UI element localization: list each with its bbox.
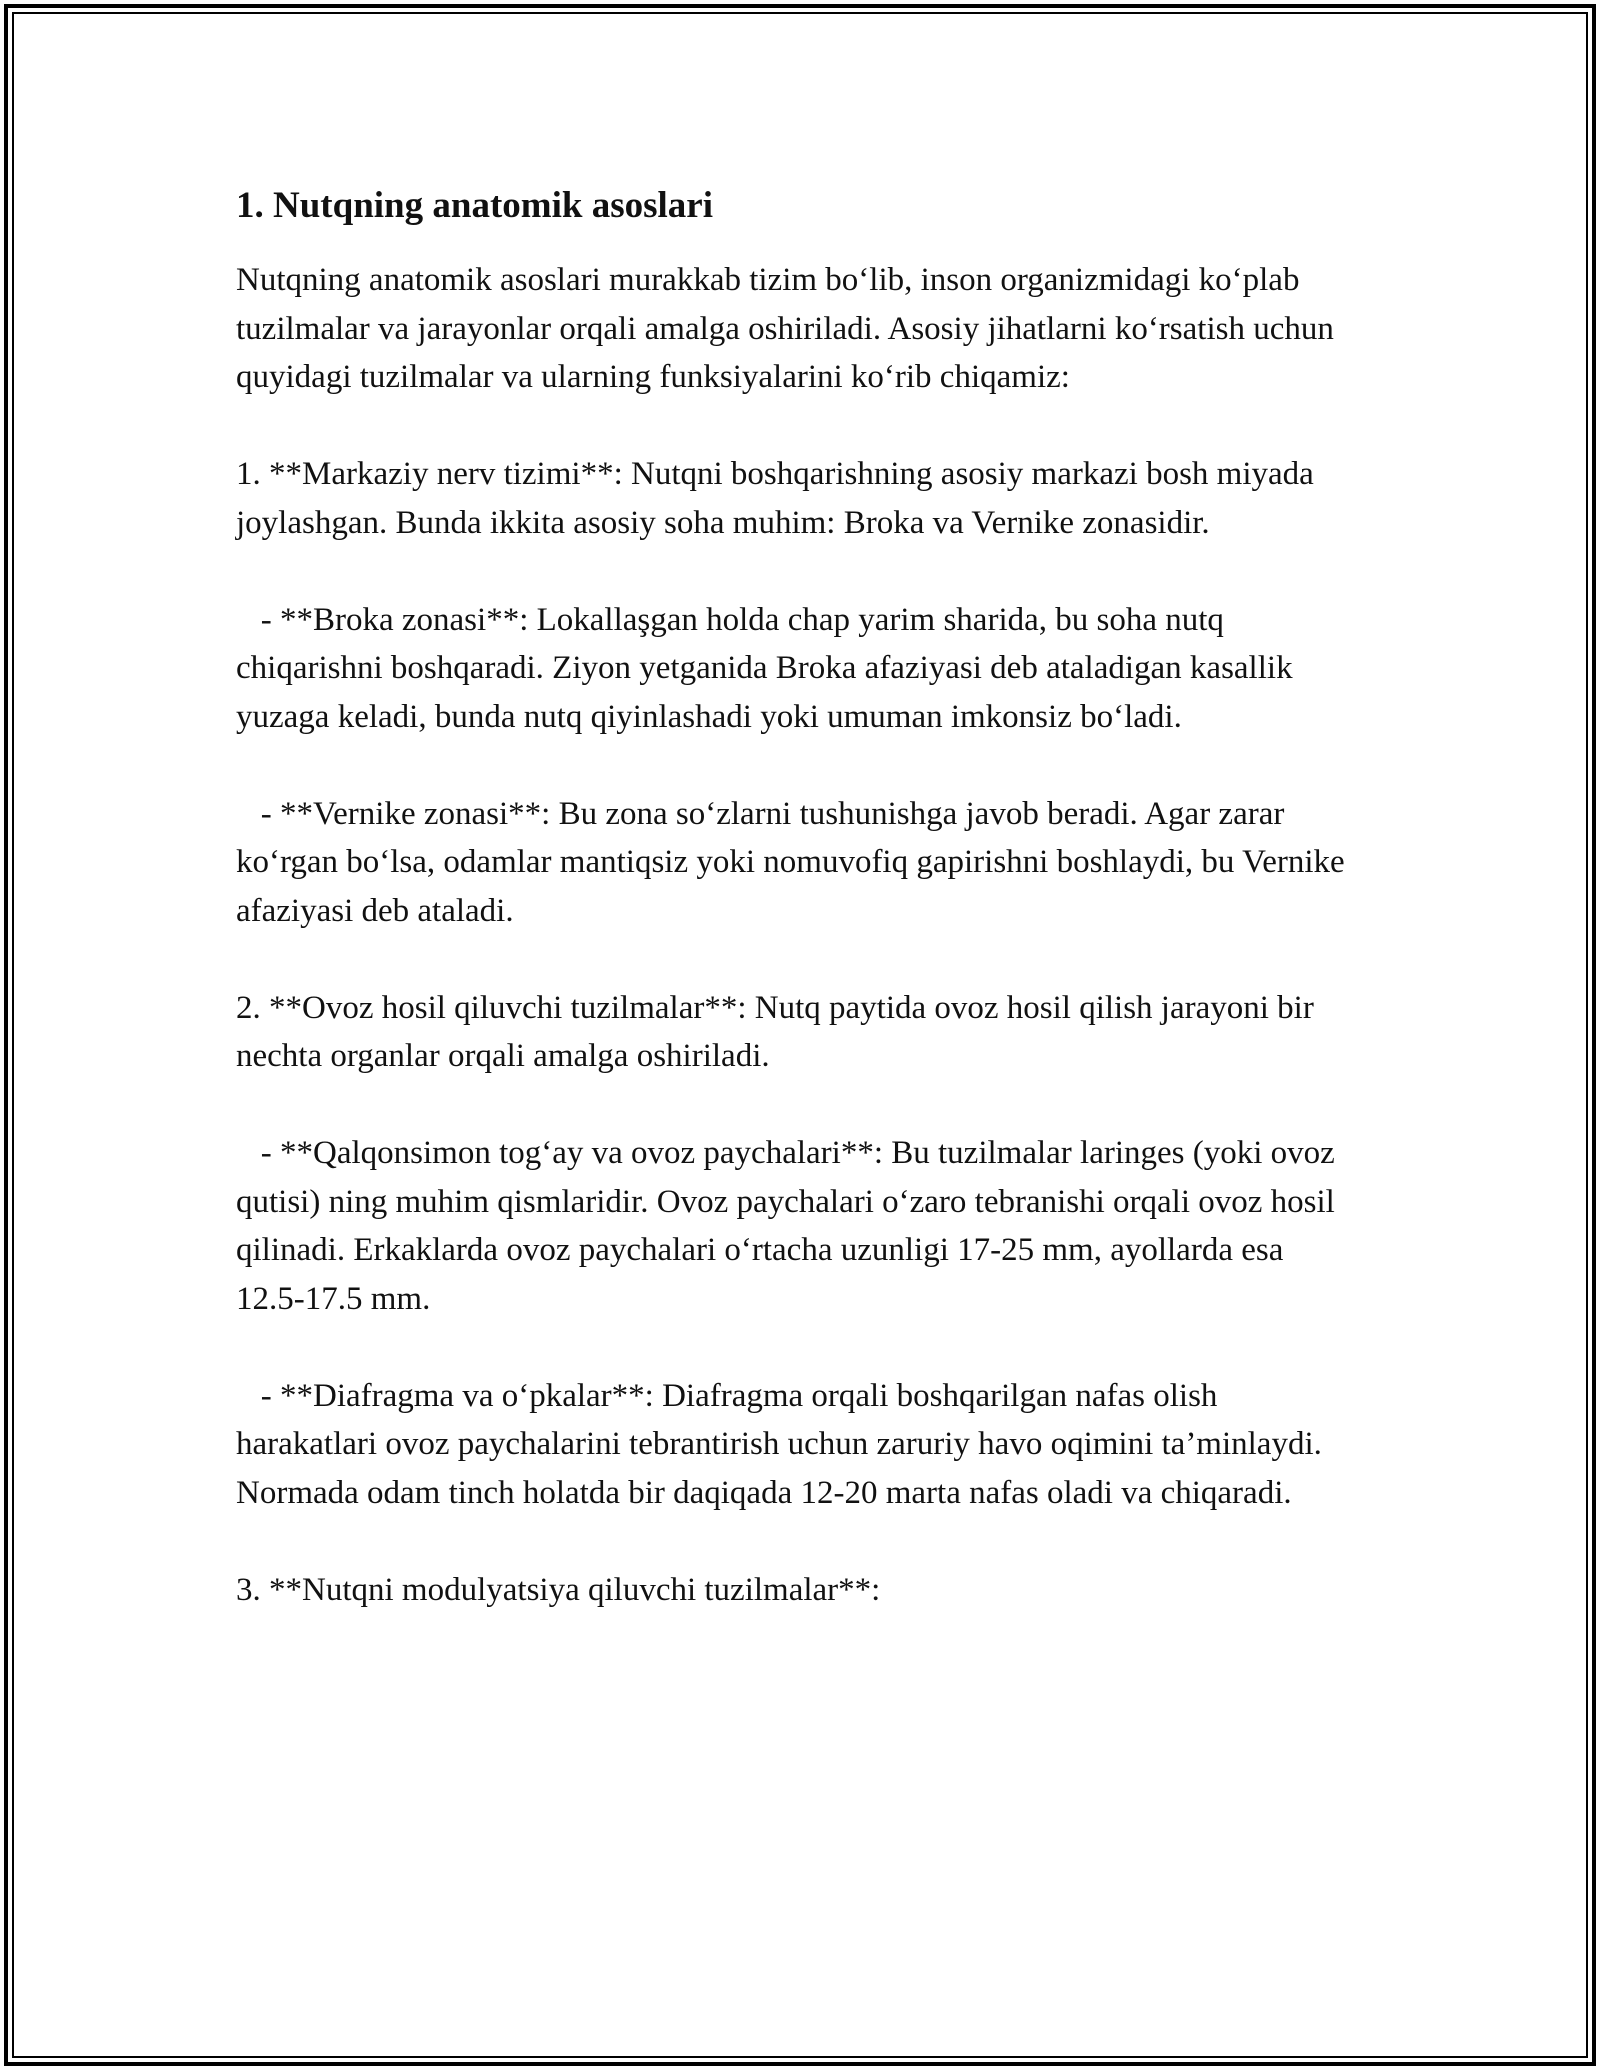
intro-paragraph: Nutqning anatomik asoslari murakkab tizim bo‘lib, inson organizmidagi ko‘plab tuzilmalar va jarayonlar orqali amalga oshiriladi. Asosiy jihatlarni ko‘rsatish uchun quyidagi tuzilmalar va ularning funksiyalarini ko‘rib chiqamiz: — [236, 262, 1343, 395]
list-item-modulation-structures: 3. **Nutqni modulyatsiya qiluvchi tuzilmalar**: — [236, 1571, 881, 1608]
sub-item-diaphragm-lungs: - **Diafragma va o‘pkalar**: Diafragma orqali boshqarilgan nafas olish harakatlari ovoz paychalarini tebrantirish uchun zaruriy havo oqimini ta’minlaydi. Normada odam tinch holatda bir daqiqada 12-20 marta nafas oladi va chiqaradi. — [236, 1377, 1331, 1511]
sub-item-wernicke-zone: - **Vernike zonasi**: Bu zona so‘zlarni tushunishga javob beradi. Agar zarar ko‘rgan bo‘lsa, odamlar mantiqsiz yoki nomuvofiq gapirishni boshlaydi, bu Vernike afaziyasi deb ataladi. — [236, 795, 1353, 929]
list-item-voice-structures: 2. **Ovoz hosil qiluvchi tuzilmalar**: Nutq paytida ovoz hosil qilish jarayoni bir nechta organlar orqali amalga oshiriladi. — [236, 989, 1323, 1074]
list-item-central-nervous-system: 1. **Markaziy nerv tizimi**: Nutqni boshqarishning asosiy markazi bosh miyada joylashgan. Bunda ikkita asosiy soha muhim: Broka va Vernike zonasidir. — [236, 456, 1323, 541]
sub-item-broca-zone: - **Broka zonasi**: Lokallaşgan holda chap yarim sharida, bu soha nutq chiqarishni boshqaradi. Ziyon yetganida Broka afaziyasi deb ataladigan kasallik yuzaga keladi, bunda nutq qiyinlashadi yoki umuman imkonsiz bo‘ladi. — [236, 601, 1301, 735]
sub-item-thyroid-cartilage: - **Qalqonsimon tog‘ay va ovoz paychalari**: Bu tuzilmalar laringes (yoki ovoz qutisi) ning muhim qismlaridir. Ovoz paychalari o‘zaro tebranishi orqali ovoz hosil qilinadi. Erkaklarda ovoz paychalari o‘rtacha uzunligi 17-25 mm, ayollarda esa 12.5-17.5 mm. — [236, 1135, 1344, 1317]
document-body — [236, 180, 1356, 1663]
document-title: 1. Nutqning anatomik asoslari — [236, 185, 713, 226]
